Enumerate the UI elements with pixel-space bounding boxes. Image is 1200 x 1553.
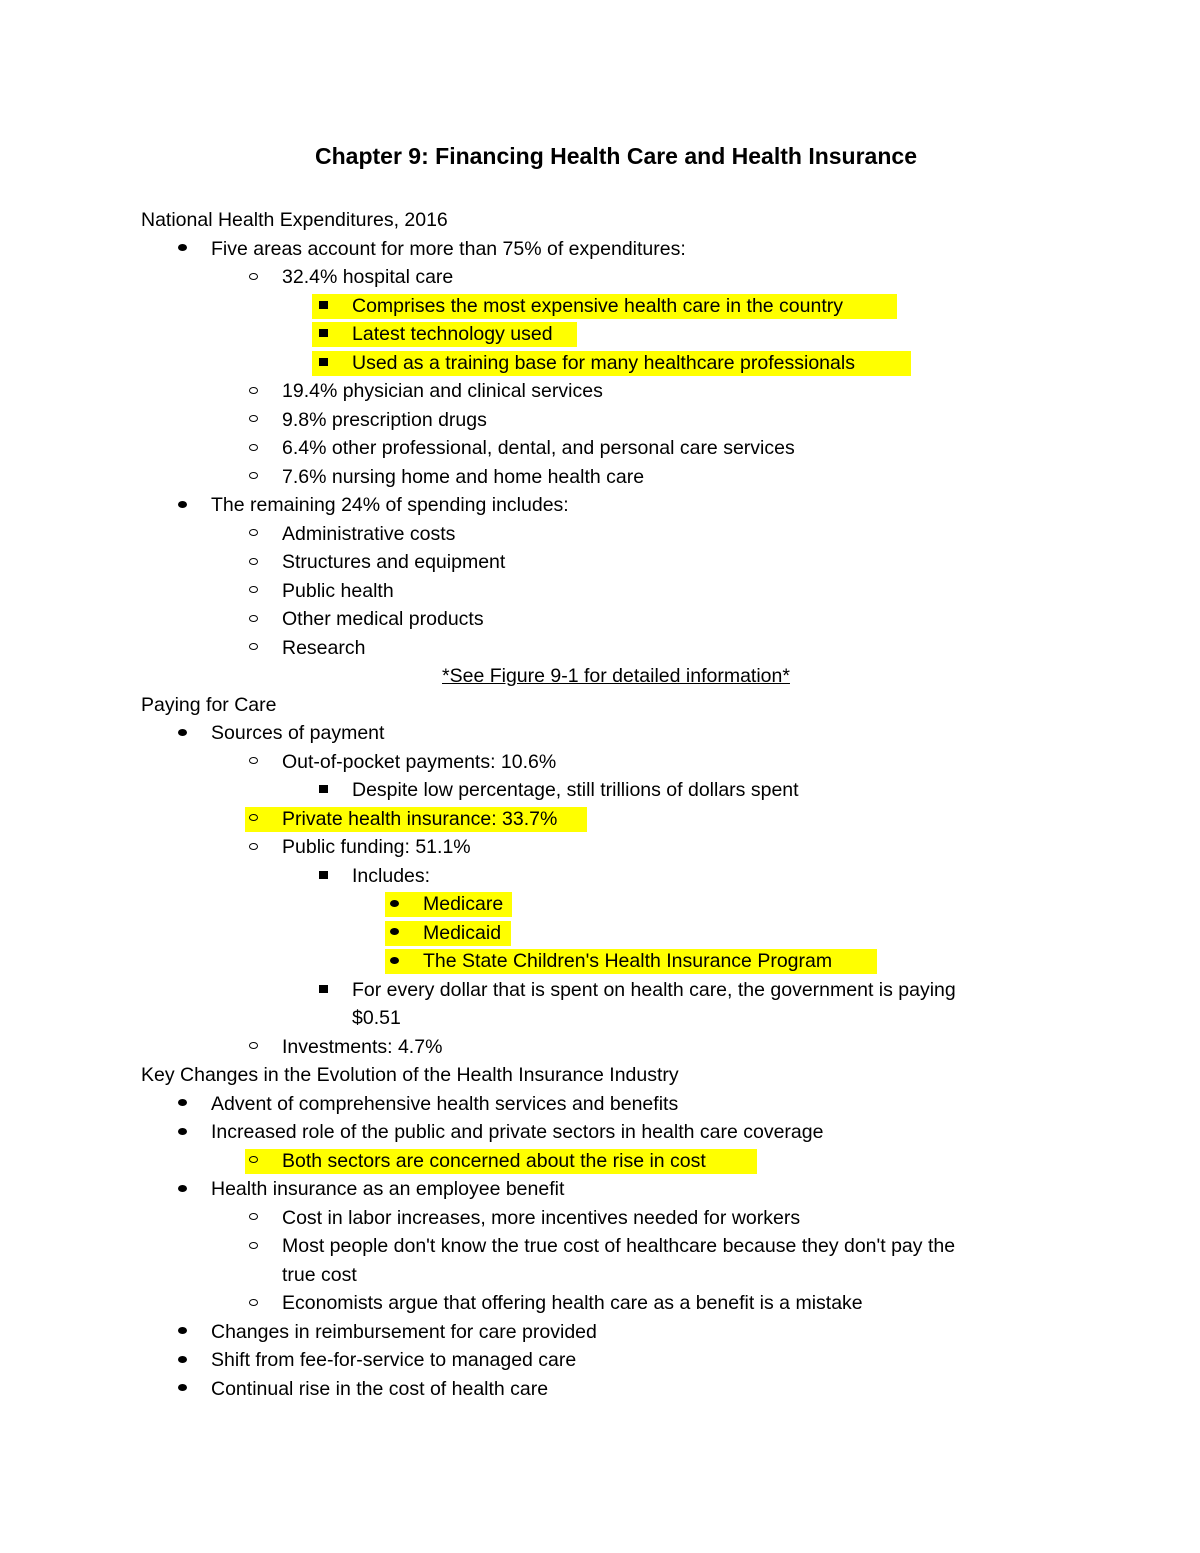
circle-bullet-icon: [246, 1033, 260, 1062]
list-item-text: Advent of comprehensive health services and benefits: [211, 1092, 679, 1115]
disc-bullet-icon: [387, 919, 401, 948]
list-item-text: Both sectors are concerned about the rise in cost: [282, 1149, 706, 1172]
list-item-text: Shift from fee-for-service to managed care: [211, 1349, 577, 1371]
square-bullet-icon: [316, 292, 330, 321]
highlighted-list-item: [141, 292, 1141, 321]
list-item-text: Other medical products: [282, 608, 484, 630]
list-item: [141, 1175, 1141, 1204]
list-item-text: Research: [282, 636, 366, 659]
list-item: [141, 491, 1141, 520]
list-item-text: Used as a training base for many healthcare professionals: [352, 351, 855, 374]
list-item: [141, 463, 1141, 492]
circle-bullet-icon: [246, 406, 260, 435]
disc-bullet-icon: [175, 719, 189, 748]
list-item: [141, 1375, 1141, 1404]
list-item-text: Continual rise in the cost of health care: [211, 1377, 549, 1400]
circle-bullet-icon: [246, 1204, 260, 1233]
disc-bullet-icon: [175, 1175, 189, 1204]
circle-bullet-icon: [246, 1289, 260, 1318]
highlighted-list-item: [141, 349, 1141, 378]
list-item: [141, 263, 1141, 292]
disc-bullet-icon: [175, 1318, 189, 1347]
section-heading-paying: [141, 691, 1141, 720]
list-item-text: Five areas account for more than 75% of expenditures:: [211, 237, 686, 260]
highlighted-list-item: [141, 919, 1141, 948]
list-item-text: 9.8% prescription drugs: [282, 408, 487, 431]
figure-reference-note: [141, 662, 1091, 691]
circle-bullet-icon: [246, 548, 260, 577]
disc-bullet-icon: [387, 947, 401, 976]
circle-bullet-icon: [246, 1232, 260, 1261]
list-item: [141, 1033, 1141, 1062]
list-item: [141, 776, 1141, 805]
list-item-text: Despite low percentage, still trillions of dollars spent: [352, 779, 799, 801]
list-item-text: For every dollar that is spent on health care, the government is paying: [352, 978, 956, 1001]
list-item-text: National Health Expenditures, 2016: [141, 209, 448, 231]
highlighted-list-item: [141, 1147, 1141, 1176]
list-item-text: Economists argue that offering health care as a benefit is a mistake: [282, 1292, 863, 1314]
circle-bullet-icon: [246, 805, 260, 834]
list-item: [141, 577, 1141, 606]
list-item: [141, 1318, 1141, 1347]
list-item: [141, 406, 1141, 435]
list-item-text: $0.51: [352, 1007, 401, 1029]
list-item-text: Increased role of the public and private sectors in health care coverage: [211, 1121, 824, 1143]
list-item: [141, 634, 1141, 663]
list-item: [141, 548, 1141, 577]
list-item-text: Public funding: 51.1%: [282, 836, 471, 858]
square-bullet-icon: [316, 320, 330, 349]
list-item-text: Investments: 4.7%: [282, 1035, 443, 1058]
list-item: [141, 434, 1141, 463]
list-item-continuation: [141, 1004, 1141, 1033]
list-item-text: 6.4% other professional, dental, and personal care services: [282, 437, 795, 459]
list-item: [141, 748, 1141, 777]
square-bullet-icon: [316, 776, 330, 805]
page-title: Chapter 9: Financing Health Care and Health Insurance: [315, 143, 917, 169]
list-item-text: Latest technology used: [352, 323, 553, 345]
disc-bullet-icon: [175, 235, 189, 264]
list-item: [141, 1232, 1141, 1261]
circle-bullet-icon: [246, 520, 260, 549]
list-item: [141, 1118, 1141, 1147]
list-item-text: Sources of payment: [211, 722, 385, 744]
list-item-text: true cost: [282, 1263, 357, 1286]
highlighted-list-item: [141, 947, 1141, 976]
list-item-text: The State Children's Health Insurance Program: [423, 950, 833, 972]
list-item-text: 7.6% nursing home and home health care: [282, 465, 645, 488]
list-item-text: Comprises the most expensive health care in the country: [352, 294, 843, 317]
list-item-text: Private health insurance: 33.7%: [282, 807, 558, 830]
list-item: [141, 605, 1141, 634]
circle-bullet-icon: [246, 1147, 260, 1176]
disc-bullet-icon: [387, 890, 401, 919]
list-item: [141, 235, 1141, 264]
list-item-text: The remaining 24% of spending includes:: [211, 494, 569, 516]
disc-bullet-icon: [175, 1346, 189, 1375]
list-item: [141, 976, 1141, 1005]
list-item: [141, 719, 1141, 748]
circle-bullet-icon: [246, 833, 260, 862]
circle-bullet-icon: [246, 605, 260, 634]
list-item-text: Cost in labor increases, more incentives needed for workers: [282, 1206, 801, 1229]
list-item-text: Most people don't know the true cost of healthcare because they don't pay the: [282, 1235, 956, 1257]
list-item-text: Changes in reimbursement for care provided: [211, 1320, 597, 1343]
disc-bullet-icon: [175, 1375, 189, 1404]
list-item-text: Includes:: [352, 864, 431, 887]
disc-bullet-icon: [175, 491, 189, 520]
list-item: [141, 1346, 1141, 1375]
list-item: [141, 1204, 1141, 1233]
list-item-text: 19.4% physician and clinical services: [282, 380, 603, 402]
highlighted-list-item: [141, 320, 1141, 349]
circle-bullet-icon: [246, 377, 260, 406]
list-item: [141, 520, 1141, 549]
circle-bullet-icon: [246, 463, 260, 492]
list-item-text: Structures and equipment: [282, 551, 506, 573]
square-bullet-icon: [316, 349, 330, 378]
highlighted-list-item: [141, 805, 1141, 834]
list-item: [141, 833, 1141, 862]
list-item-text: Health insurance as an employee benefit: [211, 1178, 565, 1200]
notes-body: [141, 206, 1141, 1403]
section-heading-changes: [141, 1061, 1141, 1090]
square-bullet-icon: [316, 862, 330, 891]
circle-bullet-icon: [246, 263, 260, 292]
disc-bullet-icon: [175, 1090, 189, 1119]
list-item: [141, 377, 1141, 406]
circle-bullet-icon: [246, 577, 260, 606]
list-item-text: Medicare: [423, 893, 504, 915]
square-bullet-icon: [316, 976, 330, 1005]
list-item-text: *See Figure 9-1 for detailed information*: [442, 665, 790, 687]
list-item: [141, 1090, 1141, 1119]
list-item: [141, 862, 1141, 891]
list-item-text: Administrative costs: [282, 522, 456, 545]
circle-bullet-icon: [246, 748, 260, 777]
list-item-text: Medicaid: [423, 921, 502, 944]
circle-bullet-icon: [246, 634, 260, 663]
circle-bullet-icon: [246, 434, 260, 463]
section-heading-nhe: [141, 206, 1141, 235]
list-item-text: Key Changes in the Evolution of the Health Insurance Industry: [141, 1064, 679, 1086]
list-item-continuation: [141, 1261, 1141, 1290]
list-item: [141, 1289, 1141, 1318]
highlighted-list-item: [141, 890, 1141, 919]
disc-bullet-icon: [175, 1118, 189, 1147]
list-item-text: Paying for Care: [141, 693, 277, 716]
list-item-text: Out-of-pocket payments: 10.6%: [282, 750, 557, 773]
list-item-text: 32.4% hospital care: [282, 266, 454, 288]
list-item-text: Public health: [282, 579, 394, 602]
